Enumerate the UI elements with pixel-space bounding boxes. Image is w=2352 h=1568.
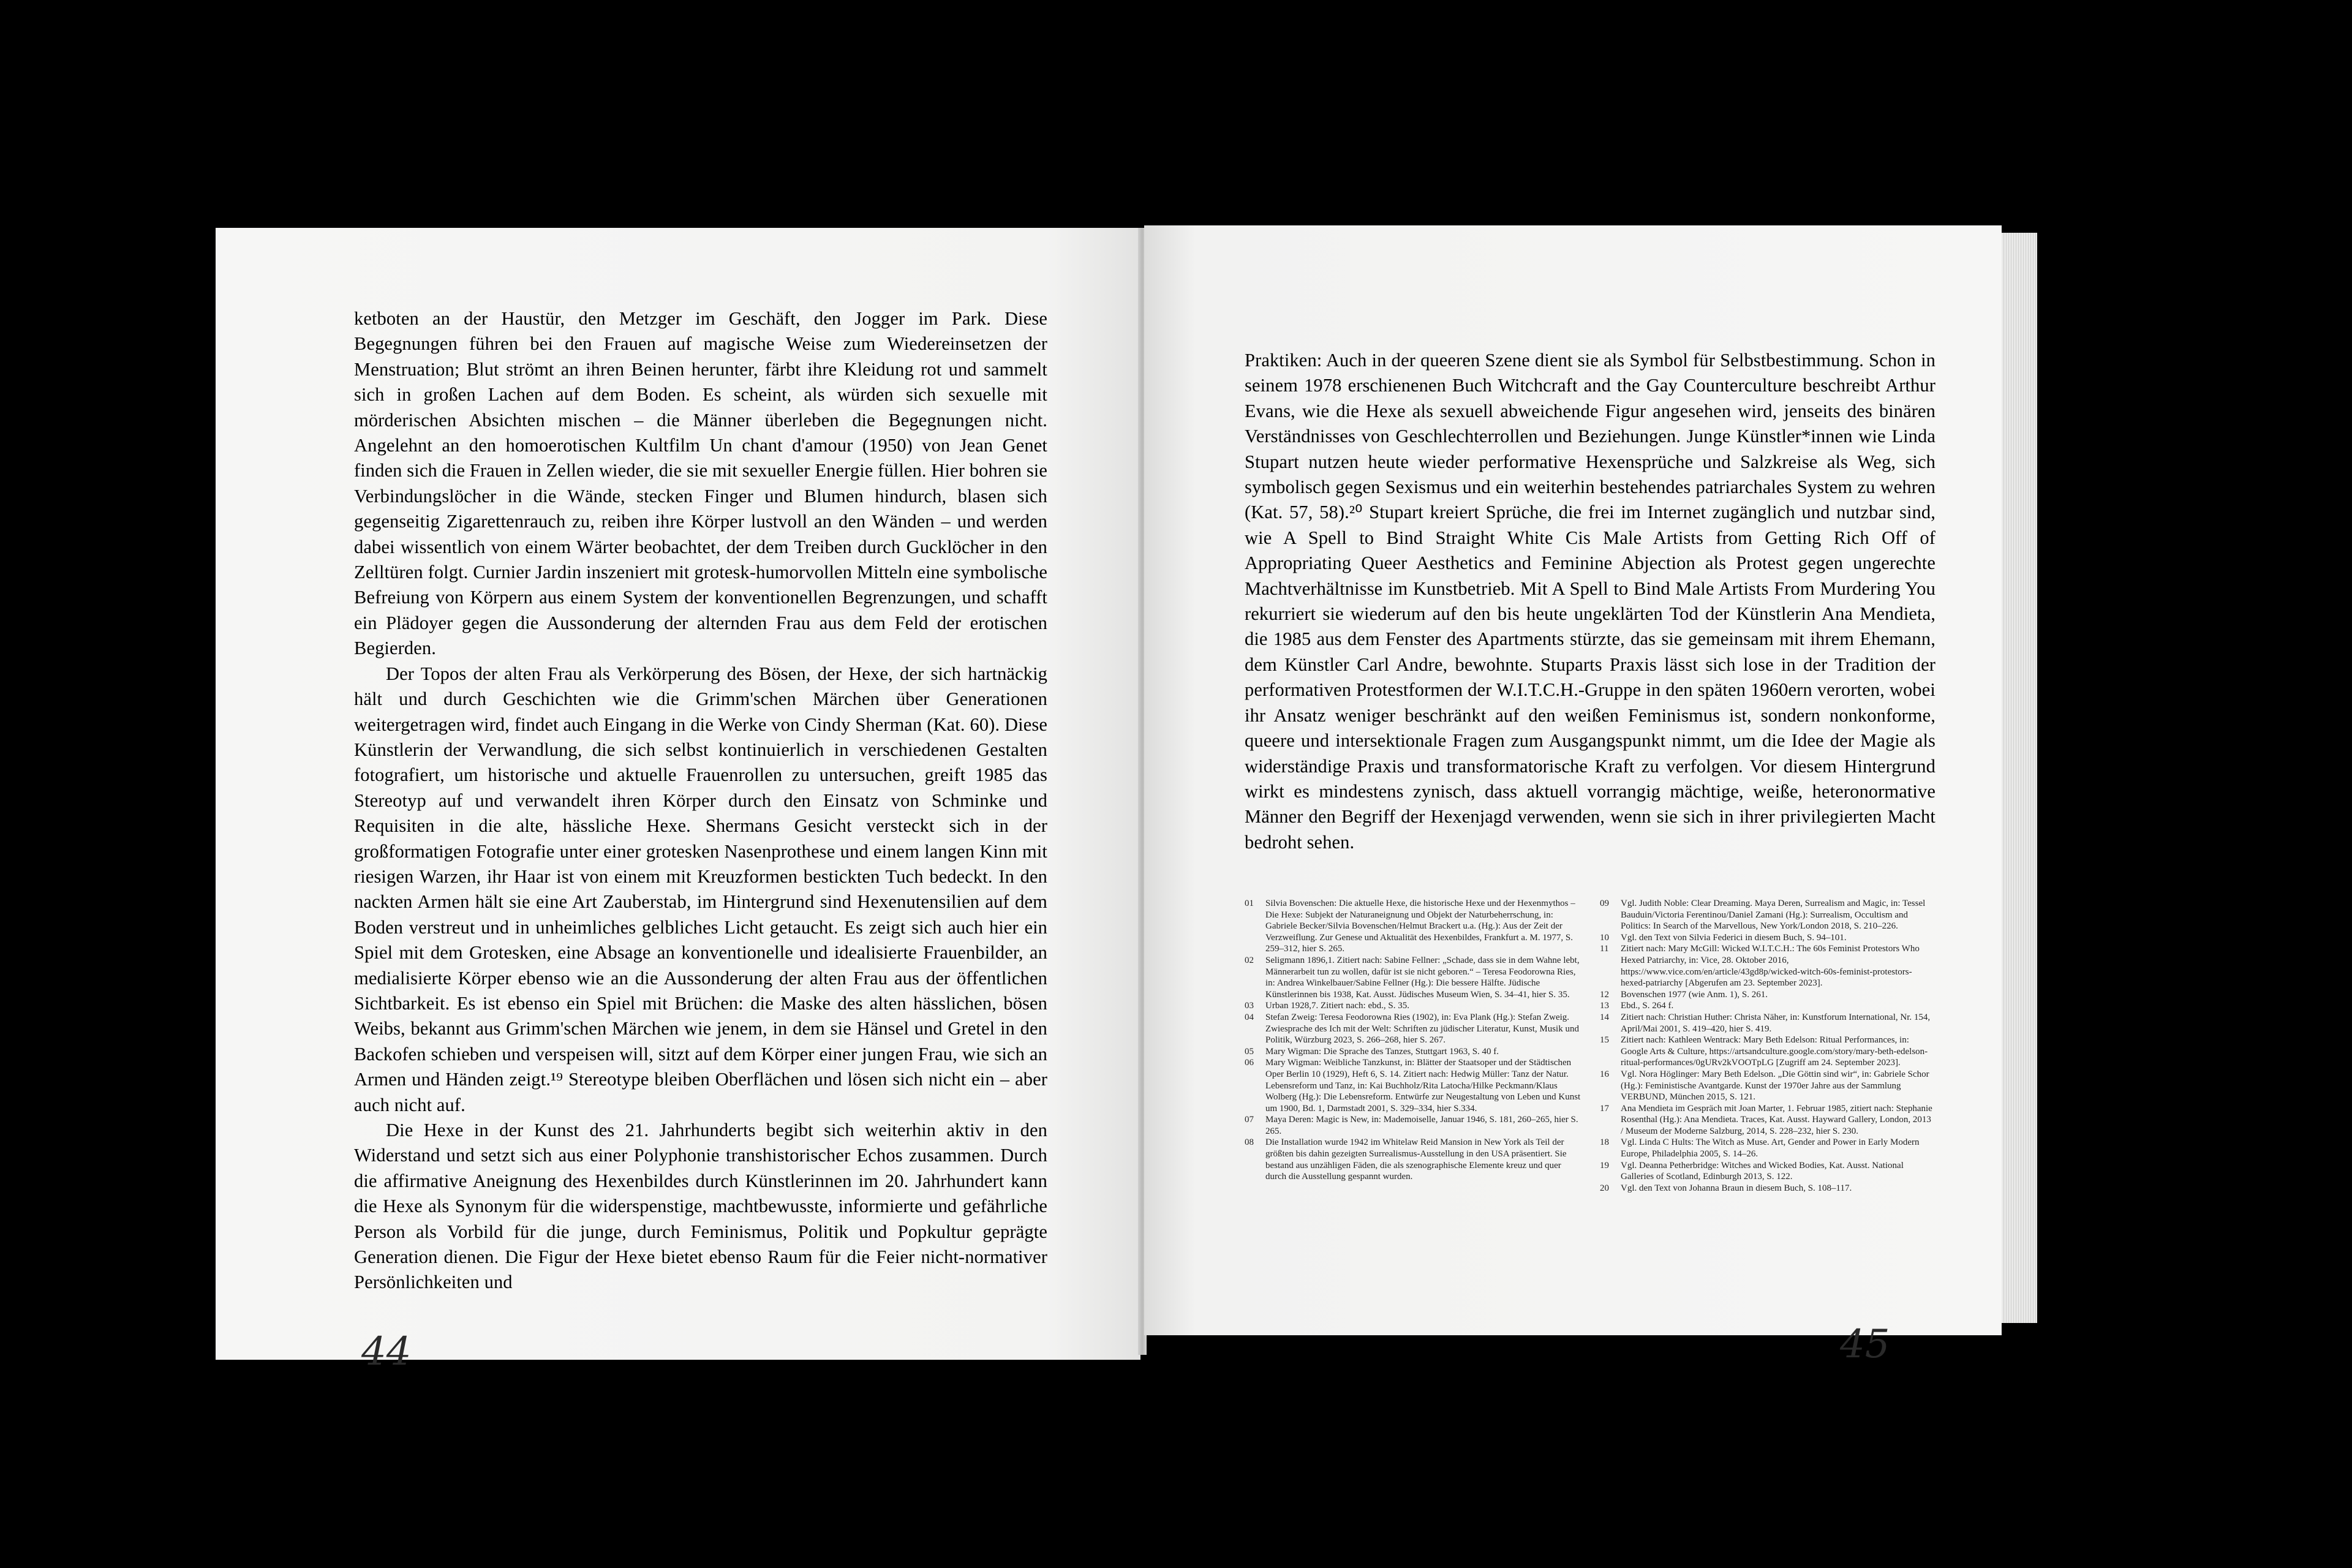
footnote-text: Vgl. Deanna Petherbridge: Witches and Wicked Bodies, Kat. Ausst. National Galleries of Scotland, Edinburgh 2013, S. 122.	[1621, 1160, 1904, 1182]
footnote-text: Vgl. Nora Höglinger: Mary Beth Edelson. „Die Göttin sind wir“, in: Gabriele Schor (Hg.): Feministische Avantgarde. Kunst der 1970er Jahre aus der Sammlung VERBUND, München 2015, S. 121.	[1621, 1069, 1929, 1102]
footnote-text: Ebd., S. 264 f.	[1621, 1001, 1674, 1011]
footnote-text: Vgl. Linda C Hults: The Witch as Muse. Art, Gender and Power in Early Modern Europe, Philadelphia 2005, S. 14–26.	[1621, 1137, 1920, 1159]
right-body-text	[1245, 348, 1936, 855]
footnote-text: Zitiert nach: Christian Huther: Christa Näher, in: Kunstforum International, Nr. 154, April/Mai 2001, S. 419–420, hier S. 419.	[1621, 1012, 1931, 1034]
footnote-number: 04	[1245, 1012, 1254, 1022]
footnote-number: 14	[1600, 1012, 1609, 1022]
footnote-text: Vgl. den Text von Johanna Braun in diesem Buch, S. 108–117.	[1621, 1183, 1852, 1193]
footnote-text: Zitiert nach: Kathleen Wentrack: Mary Beth Edelson: Ritual Performances, in: Google Arts & Culture, https://artsandculture.google.com/story/mary-beth-edelson-ritual-performances/0gURv2kVOOTpLG [Zugriff am 24. September 2023].	[1621, 1035, 1928, 1068]
left-body-text	[354, 306, 1047, 1295]
footnote-number: 05	[1245, 1046, 1254, 1057]
footnote	[1600, 898, 1936, 932]
footnote-number: 19	[1600, 1160, 1609, 1170]
footnote-number: 01	[1245, 899, 1254, 908]
footnote	[1245, 1000, 1581, 1012]
footnote	[1245, 1114, 1581, 1137]
footnote-number: 09	[1600, 899, 1609, 908]
paragraph: Praktiken: Auch in der queeren Szene dient sie als Symbol für Selbstbestimmung. Schon in seinem 1978 erschienenen Buch Witchcraft and the Gay Counterculture beschreibt Arthur Evans, wie die Hexe als sexuell abweichende Figur angesehen wird, jenseits des binären Verständnisses von Geschlechterrollen und Beziehungen. Junge Künstler*innen wie Linda Stupart nutzen heute wieder performative Hexensprüche und Salzkreise als Weg, sich symbolisch gegen Sexismus und ein weiterhin bestehendes patriarchales System zu wehren (Kat. 57, 58).²⁰ Stupart kreiert Sprüche, die frei im Internet zugänglich und nutzbar sind, wie A Spell to Bind Straight White Cis Male Artists from Getting Rich Off of Appropriating Queer Aesthetics and Feminine Abjection als Protest gegen ungerechte Machtverhältnisse im Kunstbetrieb. Mit A Spell to Bind Male Artists From Murdering You rekurriert sie wiederum auf den bis heute ungeklärten Tod der Künstlerin Ana Mendieta, die 1985 aus dem Fenster des Apartments stürzte, das sie gemeinsam mit ihrem Ehemann, dem Künstler Carl Andre, bewohnte. Stuparts Praxis lässt sich lose in der Tradition der performativen Protestformen der W.I.T.C.H.-Gruppe in den späten 1960ern verorten, wobei ihr Ansatz weniger beschränkt auf den weißen Feminismus ist, sondern nonkonforme, queere und intersektionale Fragen zum Ausgangspunkt nimmt, um die Idee der Magie als widerständige Praxis und transformatorische Kraft zu verfolgen. Vor diesem Hintergrund wirkt es mindestens zynisch, dass aktuell vorrangig mächtige, weiße, heteronormative Männer den Begriff der Hexenjagd verwenden, wenn sie sich in ihrer privilegierten Macht bedroht sehen.	[1245, 350, 1936, 853]
page-number-left: 44	[361, 1329, 412, 1374]
page-number-right: 45	[1840, 1322, 1890, 1367]
footnote	[1600, 1160, 1936, 1183]
paragraph: Die Hexe in der Kunst des 21. Jahrhunderts begibt sich weiterhin aktiv in den Widerstand und setzt sich aus einer Polyphonie transhistorischer Echos zusammen. Durch die affirmative Aneignung des Hexenbildes durch Künstlerinnen im 20. Jahrhundert kann die Hexe als Synonym für die widerspenstige, machtbewusste, informierte und gefährliche Person als Vorbild für die junge, durch Feminismus, Politik und Popkultur geprägte Generation dienen. Die Figur der Hexe bietet ebenso Raum für die Feier nicht-normativer Persönlichkeiten und	[354, 1120, 1047, 1293]
footnote-text: Urban 1928,7. Zitiert nach: ebd., S. 35.	[1265, 1001, 1409, 1011]
footnote-number: 08	[1245, 1137, 1254, 1148]
footnote	[1600, 943, 1936, 989]
footnote-text: Stefan Zweig: Teresa Feodorowna Ries (1902), in: Eva Plank (Hg.): Stefan Zweig. Zwiesprache des Ich mit der Welt: Schriften zu jüdischer Literatur, Kunst, Musik und Politik, Würzburg 2023, S. 266–268, hier S. 267.	[1265, 1012, 1579, 1046]
footnote	[1245, 955, 1581, 1000]
footnote	[1245, 898, 1581, 955]
footnote-number: 11	[1600, 944, 1609, 954]
footnote-number: 07	[1245, 1115, 1254, 1125]
footnote-text: Vgl. den Text von Silvia Federici in diesem Buch, S. 94–101.	[1621, 932, 1847, 943]
footnote-text: Silvia Bovenschen: Die aktuelle Hexe, die historische Hexe und der Hexenmythos – Die Hexe: Subjekt der Naturaneignung und Objekt der Naturbeherrschung, in: Gabriele Becker/Silvia Bovenschen/Helmut Brackert u.a. (Hg.): Aus der Zeit der Verzweiflung. Zur Genese und Aktualität des Hexenbildes, Frankfurt a. M. 1977, S. 259–312, hier S. 265.	[1265, 899, 1575, 954]
footnote-number: 13	[1600, 1001, 1609, 1011]
footnote	[1245, 1137, 1581, 1182]
footnote	[1600, 932, 1936, 944]
footnote-number: 06	[1245, 1058, 1254, 1068]
footnote	[1600, 989, 1936, 1001]
footnote-text: Mary Wigman: Die Sprache des Tanzes, Stuttgart 1963, S. 40 f.	[1265, 1046, 1499, 1057]
footnote-text: Vgl. Judith Noble: Clear Dreaming. Maya Deren, Surrealism and Magic, in: Tessel Bauduin/Victoria Ferentinou/Daniel Zamani (Hg.): Surrealism, Occultism and Politics: In Search of the Marvellous, New York/London 2018, S. 210–226.	[1621, 899, 1926, 932]
footnote-number: 03	[1245, 1001, 1254, 1011]
footnote-text: Ana Mendieta im Gespräch mit Joan Marter, 1. Februar 1985, zitiert nach: Stephanie Rosenthal (Hg.): Ana Mendieta. Traces, Kat. Ausst. Hayward Gallery, London, 2013 / Museum der Moderne Salzburg, 2014, S. 228–232, hier S. 230.	[1621, 1103, 1932, 1136]
footnote	[1245, 1057, 1581, 1114]
footnote	[1245, 1012, 1581, 1046]
footnote-text: Die Installation wurde 1942 im Whitelaw Reid Mansion in New York als Teil der größten bis dahin gezeigten Surrealismus-Ausstellung in den USA präsentiert. Sie bestand aus unzähligen Fäden, die als szenographische Elemente kreuz und quer durch die Ausstellung gespannt wurden.	[1265, 1137, 1567, 1182]
footnote-number: 20	[1600, 1183, 1609, 1193]
footnote	[1600, 1000, 1936, 1012]
footnote	[1600, 1035, 1936, 1069]
footnote	[1245, 1046, 1581, 1058]
footnote-number: 12	[1600, 989, 1609, 1000]
footnotes-column-2	[1600, 898, 1936, 1194]
footnote-text: Zitiert nach: Mary McGill: Wicked W.I.T.C.H.: The 60s Feminist Protestors Who Hexed Patriarchy, in: Vice, 28. Oktober 2016, https://www.vice.com/en/article/43gd8p/wicked-witch-60s-feminist-protestors-hexed-patriarchy [Abgerufen am 23. September 2023].	[1621, 944, 1920, 989]
footnote-number: 15	[1600, 1035, 1609, 1046]
page-edges	[2002, 233, 2037, 1323]
footnote	[1600, 1012, 1936, 1035]
paragraph: Der Topos der alten Frau als Verkörperung des Bösen, der Hexe, der sich hartnäckig hält und durch Geschichten wie die Grimm'schen Märchen über Generationen weitergetragen wird, findet auch Eingang in die Werke von Cindy Sherman (Kat. 60). Diese Künstlerin der Verwandlung, die sich selbst kontinuierlich in verschiedenen Gestalten fotografiert, um historische und aktuelle Frauenrollen zu untersuchen, greift 1985 das Stereotyp auf und verwandelt ihren Körper durch den Einsatz von Schminke und Requisiten in die alte, hässliche Hexe. Shermans Gesicht versteckt sich in der großformatigen Fotografie unter einer grotesken Nasenprothese und einem langen Kinn mit riesigen Warzen, ihr Haar ist von einem mit Kreuzformen bestickten Tuch bedeckt. In den nackten Armen hält sie eine Art Zauberstab, im Hintergrund sind Hexenutensilien auf dem Boden verstreut und in unheimliches gelbliches Licht getaucht. Es zeigt sich auch hier ein Spiel mit dem Grotesken, eine Absage an konventionelle und idealisierte Frauenbilder, an medialisierte Körper ebenso wie an die Aussonderung der alten Frau aus der öffentlichen Sichtbarkeit. Es ist ebenso ein Spiel mit Brüchen: die Maske des alten hässlichen, bösen Weibs, bekannt aus Grimm'schen Märchen wie jenem, in dem sie Hänsel und Gretel in den Backofen schieben und verspeisen will, sitzt auf dem Körper einer jungen Frau, wie sich an Armen und Händen zeigt.¹⁹ Stereotype bleiben Oberflächen und lösen sich nicht ein – aber auch nicht auf.	[354, 663, 1047, 1115]
footnote-number: 02	[1245, 955, 1254, 965]
footnote	[1600, 1069, 1936, 1103]
footnote-number: 10	[1600, 932, 1609, 943]
footnote-number: 18	[1600, 1137, 1609, 1148]
footnote	[1600, 1137, 1936, 1159]
footnote-text: Bovenschen 1977 (wie Anm. 1), S. 261.	[1621, 989, 1768, 1000]
footnotes-column-1	[1245, 898, 1581, 1183]
paragraph: ketboten an der Haustür, den Metzger im Geschäft, den Jogger im Park. Diese Begegnungen führen bei den Frauen auf magische Weise zum Wiedereinsetzen der Menstruation; Blut strömt an ihren Beinen herunter, färbt ihre Kleidung rot und sammelt sich in großen Lachen auf dem Boden. Es scheint, als würden sich sexuelle mit mörderischen Absichten mischen – die Männer überleben die Begegnungen nicht. Angelehnt an den homoerotischen Kultfilm Un chant d'amour (1950) von Jean Genet finden sich die Frauen in Zellen wieder, die sie mit sexueller Energie füllen. Hier bohren sie Verbindungslöcher in die Wände, stecken Finger und Blumen hindurch, blasen sich gegenseitig Zigarettenrauch zu, reiben ihre Körper lustvoll an den Wänden – und werden dabei wissentlich von einem Wärter beobachtet, der dem Treiben durch Gucklöcher in den Zelltüren folgt. Curnier Jardin inszeniert mit grotesk-humorvollen Mitteln eine symbolische Befreiung von Körpern aus einem System der konventionellen Begrenzungen, und schafft ein Plädoyer gegen die Aussonderung der alternden Frau aus dem Feld der erotischen Begierden.	[354, 308, 1047, 659]
footnote-text: Maya Deren: Magic is New, in: Mademoiselle, Januar 1946, S. 181, 260–265, hier S. 265.	[1265, 1115, 1578, 1136]
footnote-number: 16	[1600, 1069, 1609, 1079]
footnote-text: Seligmann 1896,1. Zitiert nach: Sabine Fellner: „Schade, dass sie in dem Wahne lebt, Männerarbeit tun zu wollen, dafür ist sie nicht geboren.“ – Teresa Feodorowna Ries, in: Andrea Winkelbauer/Sabine Fellner (Hg.): Die bessere Hälfte. Jüdische Künstlerinnen bis 1938, Kat. Ausst. Jüdisches Museum Wien, S. 34–41, hier S. 35.	[1265, 955, 1580, 1000]
footnote	[1600, 1183, 1936, 1194]
footnote-number: 17	[1600, 1103, 1609, 1114]
footnote-text: Mary Wigman: Weibliche Tanzkunst, in: Blätter der Staatsoper und der Städtischen Oper Berlin 10 (1929), Heft 6, S. 14. Zitiert nach: Hedwig Müller: Tanz der Natur. Lebensreform und Tanz, in: Kai Buchholz/Rita Latocha/Hilke Peckmann/Klaus Wolberg (Hg.): Die Lebensreform. Entwürfe zur Neugestaltung von Leben und Kunst um 1900, Bd. 1, Darmstadt 2001, S. 329–334, hier S.334.	[1265, 1058, 1581, 1114]
footnote	[1600, 1103, 1936, 1137]
